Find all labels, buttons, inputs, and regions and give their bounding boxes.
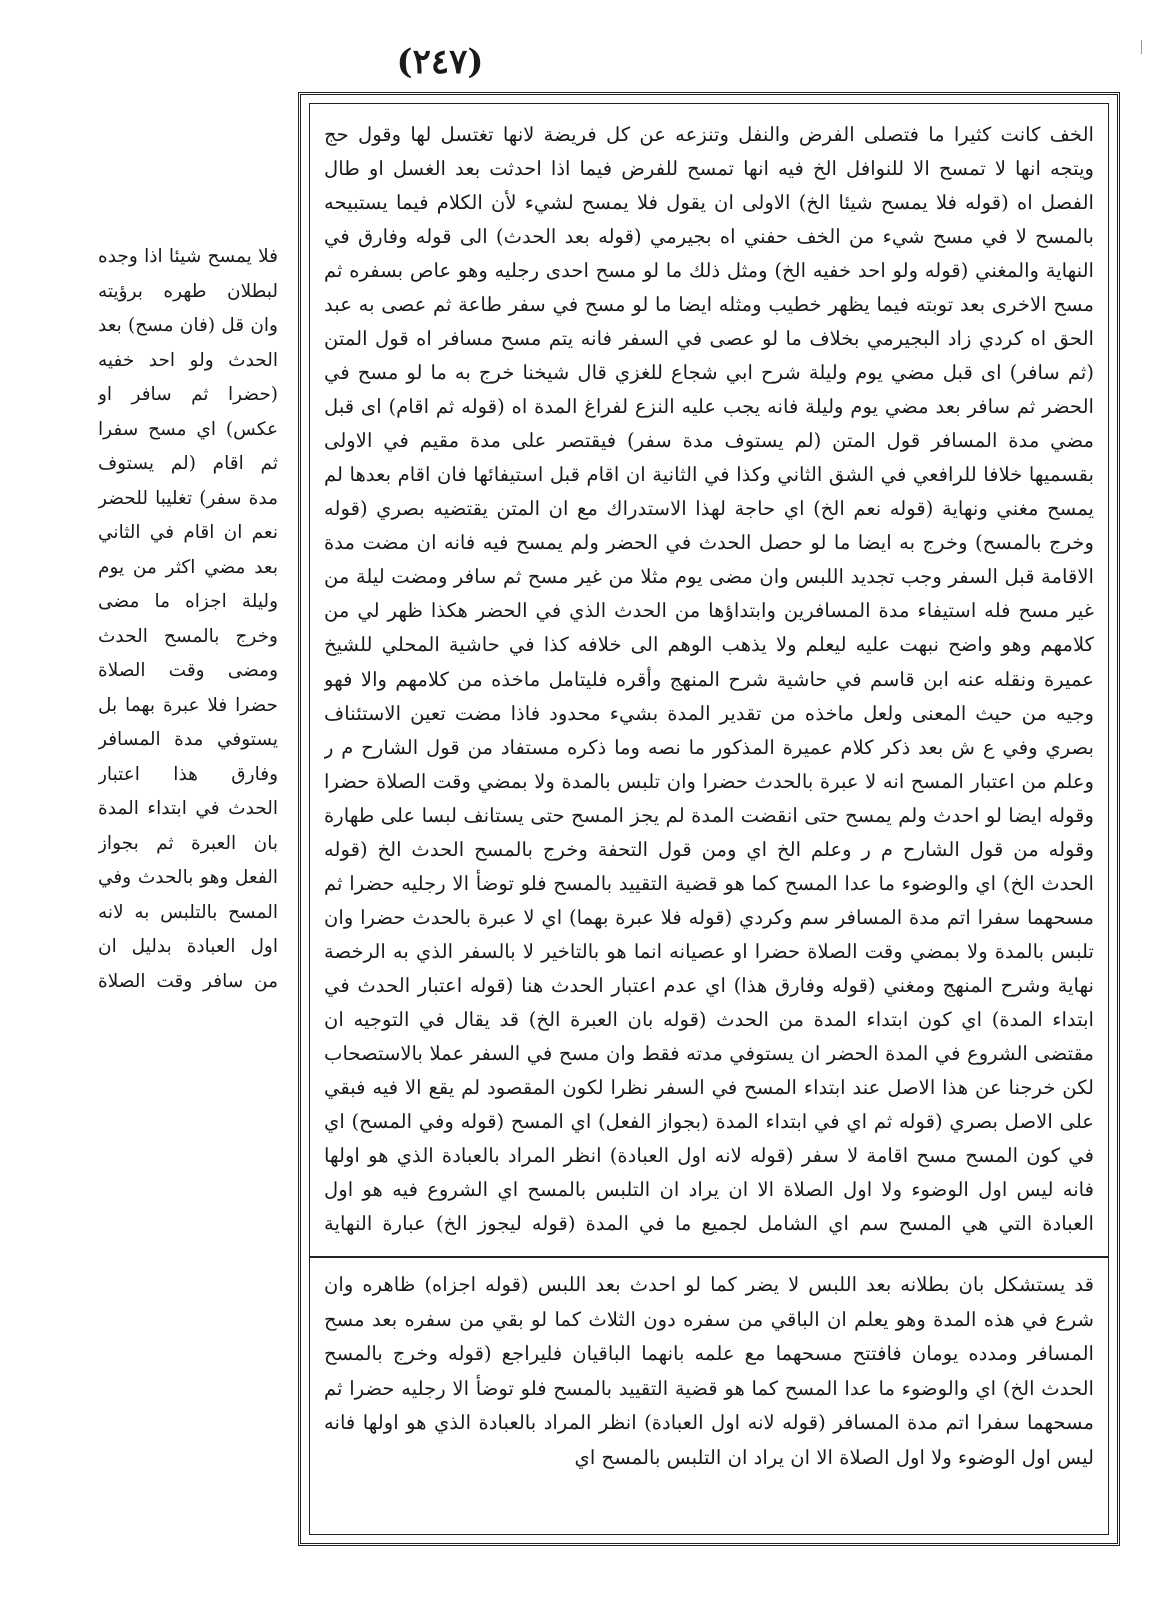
footnote-separator	[310, 1256, 1108, 1258]
main-text-frame	[298, 92, 1120, 1546]
page-number: (٢٤٧)	[396, 42, 484, 82]
main-commentary-text: الخف كانت كثيرا ما فتصلى الفرض والنفل وتنزعه عن كل فريضة لانها تغتسل لها وقول حج ويتجه انها لا تمسح الا للنوافل الخ فيه انها تمسح للفرض فيما اذا احدثت بعد الغسل او طال الفصل اه (قوله فلا يمسح شيئا الخ) الاولى ان يقول فلا يمسح لشيء لأن الكلام فيما يستبيحه بالمسح لا في مسح شيء من الخف حفني اه بجيرمي (قوله بعد الحدث) الى قوله وفارق في النهاية والمغني (قوله ولو احد خفيه الخ) ومثل ذلك ما لو مسح احدى رجليه وهو عاص بسفره ثم مسح الاخرى بعد توبته فيما يظهر خطيب ومثله ايضا ما لو مسح في سفر طاعة ثم عصى به عبد الحق اه كردي زاد البجيرمي بخلاف ما لو عصى في السفر فانه يتم مسح مسافر اه قول المتن (ثم سافر) اى قبل مضي يوم وليلة شرح ابي شجاع للغزي قال شيخنا خرج به ما لو مسح في الحضر ثم سافر بعد مضي يوم وليلة فانه يجب عليه النزع لفراغ المدة اه (قوله ثم اقام) اى قبل مضي مدة المسافر قول المتن (لم يستوف مدة سفر) فيقتصر على مدة مقيم في الاولى بقسميها خلافا للرافعي في الشق الثاني وكذا في الثانية ان اقام قبل استيفائها فان اقام بعدها لم يمسح مغني ونهاية (قوله نعم الخ) اي حاجة لهذا الاستدراك مع ان المتن يقتضيه بصري (قوله وخرج بالمسح) وخرج به ايضا ما لو حصل الحدث في الحضر ولم يمسح فيه فانه ان مضت مدة الاقامة قبل السفر وجب تجديد اللبس وان مضى يوم مثلا من غير مسح ثم سافر ومضت ليلة من غير مسح فله استيفاء مدة المسافرين وابتداؤها من الحدث الذي في الحضر هكذا ظهر لي من كلامهم وهو واضح نبهت عليه ليعلم ولا يذهب الوهم الى خلافه كذا في حاشية المحلي للشيخ عميرة ونقله عنه ابن قاسم في حاشية شرح المنهج وأقره فليتامل ماخذه من كلامهم والا فهو وجيه من حيث المعنى ولعل ماخذه من تقدير المدة بشيء محدود فاذا مضت تعين الاستئناف بصري وفي ع ش بعد ذكر كلام عميرة المذكور ما نصه وما ذكره مستفاد من قول الشارح م ر وعلم من اعتبار المسح انه لا عبرة بالحدث حضرا وان تلبس بالمدة ولا بمضي وقت الصلاة حضرا وقوله ايضا لو احدث ولم يمسح حتى انقضت المدة لم يجز المسح حتى يستانف لبسا على طهارة وقوله من قول الشارح م ر وعلم الخ اي ومن قول التحفة وخرج بالمسح الحدث الخ (قوله الحدث الخ) اي والوضوء ما عدا المسح كما هو قضية التقييد بالمسح فلو توضأ الا رجليه حضرا ثم مسحهما سفرا اتم مدة المسافر سم وكردي (قوله فلا عبرة بهما) اي لا عبرة بالحدث حضرا وان تلبس بالمدة ولا بمضي وقت الصلاة حضرا او عصيانه انما هو بالتاخير لا بالسفر الذي به الرخصة نهاية وشرح المنهج ومغني (قوله وفارق هذا) اي عدم اعتبار الحدث هنا (قوله اعتبار الحدث في ابتداء المدة) اي كون ابتداء المدة من الحدث (قوله بان العبرة الخ) قد يقال في التوجيه ان مقتضى الشروع في المدة الحضر ان يستوفي مدته فقط وان مسح في السفر عملا بالاستصحاب لكن خرجنا عن هذا الاصل عند ابتداء المسح في السفر نظرا لكون المقصود لم يقع الا فيه فبقي على الاصل بصري (قوله ثم اي في ابتداء المدة (بجواز الفعل) اي المسح (قوله وفي المسح) اي في كون المسح مسح اقامة لا سفر (قوله لانه اول العبادة) انظر المراد بالعبادة الذي هو اولها فانه ليس اول الوضوء ولا اول الصلاة الا ان يراد ان التلبس بالمسح اي الشروع فيه هو اول العبادة التي هي المسح سم اي الشامل لجميع ما في المدة (قوله ليجوز الخ) عبارة النهاية	[324, 123, 1094, 1235]
lower-commentary-text: قد يستشكل بان بطلانه بعد اللبس لا يضر كما لو احدث بعد اللبس (قوله اجزاه) ظاهره وان شرع في هذه المدة وهو يعلم ان الباقي من سفره دون الثلاث كما لو بقي من سفره بعد مسح المسافر ومدده يومان فافتتح مسحهما مع علمه بانهما الباقيان فليراجع (قوله وخرج بالمسح الحدث الخ) اي والوضوء ما عدا المسح كما هو قضية التقييد بالمسح فلو توضأ الا رجليه حضرا ثم مسحهما سفرا اتم مدة المسافر (قوله لانه اول العبادة) انظر المراد بالعبادة الذي هو اولها فانه ليس اول الوضوء ولا اول الصلاة الا ان يراد ان التلبس بالمسح اي	[324, 1273, 1094, 1469]
frame-inner-border	[309, 103, 1109, 1535]
scan-edge-mark	[1141, 40, 1142, 54]
margin-matn-text: فلا يمسح شيئا اذا وجده لبطلان طهره برؤيته وان قل (فان مسح) بعد الحدث ولو احد خفيه (حضرا ثم سافر او عكس) اي مسح سفرا ثم اقام (لم يستوف مدة سفر) تغليبا للحضر نعم ان اقام في الثاني بعد مضي اكثر من يوم وليلة اجزاه ما مضى وخرج بالمسح الحدث ومضى وقت الصلاة حضرا فلا عبرة بهما بل يستوفي مدة المسافر وفارق هذا اعتبار الحدث في ابتداء المدة بان العبرة ثم بجواز الفعل وهو بالحدث وفي المسح بالتلبس به لانه اول العبادة بدليل ان من سافر وقت الصلاة	[98, 246, 278, 992]
